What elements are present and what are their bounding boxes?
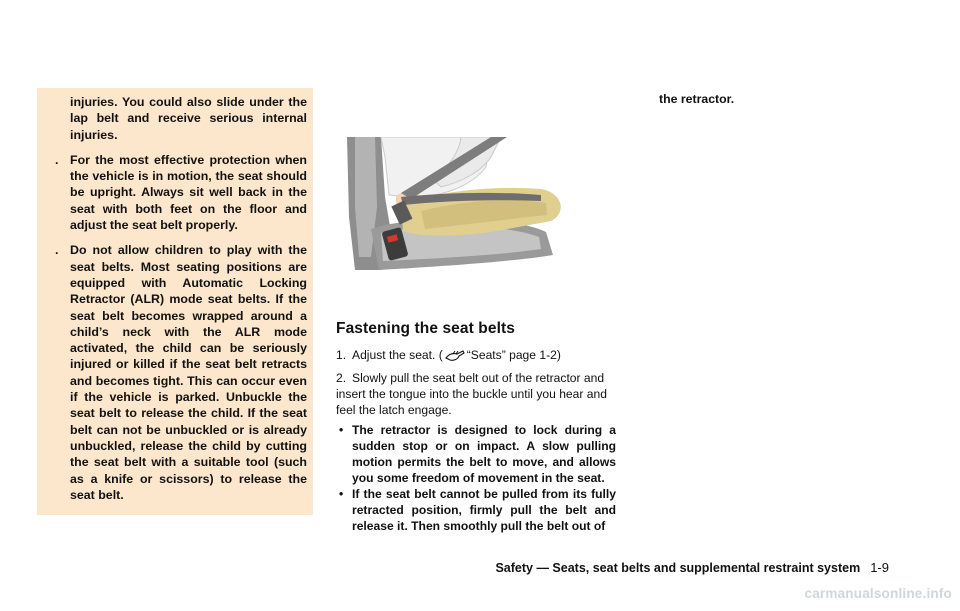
- section-heading: Fastening the seat belts: [336, 320, 515, 337]
- note-bullet-2: [336, 486, 616, 534]
- warning-bullet-2: [55, 242, 307, 503]
- seatbelt-figure-svg: [341, 137, 581, 270]
- bullet-marker: •: [339, 423, 344, 437]
- chapter-title: Safety — Seats, seat belts and supplemental restraint system: [495, 561, 861, 575]
- seat-belt-illustration: [341, 137, 581, 270]
- main-column: [336, 320, 616, 534]
- step-1: [336, 347, 616, 366]
- step-number: 2.: [336, 371, 347, 385]
- note-text: If the seat belt cannot be pulled from its fully retracted position, firmly pull the belt and release it. Then smoothly pull the belt out of: [352, 487, 616, 533]
- warning-box: [37, 88, 313, 515]
- watermark: carmanualsonline.info: [804, 586, 952, 601]
- warning-bullet-1: [55, 152, 307, 233]
- page-reference-icon: [444, 348, 466, 366]
- bullet-marker: .: [55, 152, 59, 167]
- warning-continuation: injuries. You could also slide under the lap belt and receive serious internal injuries.: [70, 95, 307, 142]
- warning-bullet-text: For the most effective protection when the vehicle is in motion, the seat should be upright. Always sit well back in the seat with both feet on the floor and adjust the seat belt properly.: [70, 152, 307, 233]
- step-2: [336, 370, 616, 418]
- step-number: 1.: [336, 348, 347, 362]
- right-column-text: the retractor.: [659, 92, 735, 106]
- page-footer: [489, 560, 889, 575]
- note-text: The retractor is designed to lock during a sudden stop or on impact. A slow pulling motion permits the belt to move, and allows you some freedom of movement in the seat.: [352, 423, 616, 485]
- note-bullet-1: [336, 422, 616, 486]
- bullet-marker: •: [339, 487, 344, 501]
- page-number: 1-9: [870, 560, 889, 575]
- step-reference: “Seats” page 1-2): [466, 348, 561, 362]
- step-text: Adjust the seat. (: [352, 348, 443, 362]
- warning-bullet-text: Do not allow children to play with the seat belts. Most seating positions are equipped with Automatic Locking Retractor (ALR) mode seat belts. If the seat belt becomes wrapped around a child’s neck with the ALR mode activated, the child can be seriously injured or killed if the seat belt retracts and becomes tight. This can occur even if the vehicle is parked. Unbuckle the seat belt to release the child. If the seat belt can not be unbuckled or is already unbuckled, release the child by cutting the seat belt with a suitable tool (such as a knife or scissors) to release the seat belt.: [70, 243, 307, 502]
- step-text: Slowly pull the seat belt out of the retractor and insert the tongue into the buckle until you hear and feel the latch engage.: [336, 371, 607, 417]
- bullet-marker: .: [55, 243, 59, 258]
